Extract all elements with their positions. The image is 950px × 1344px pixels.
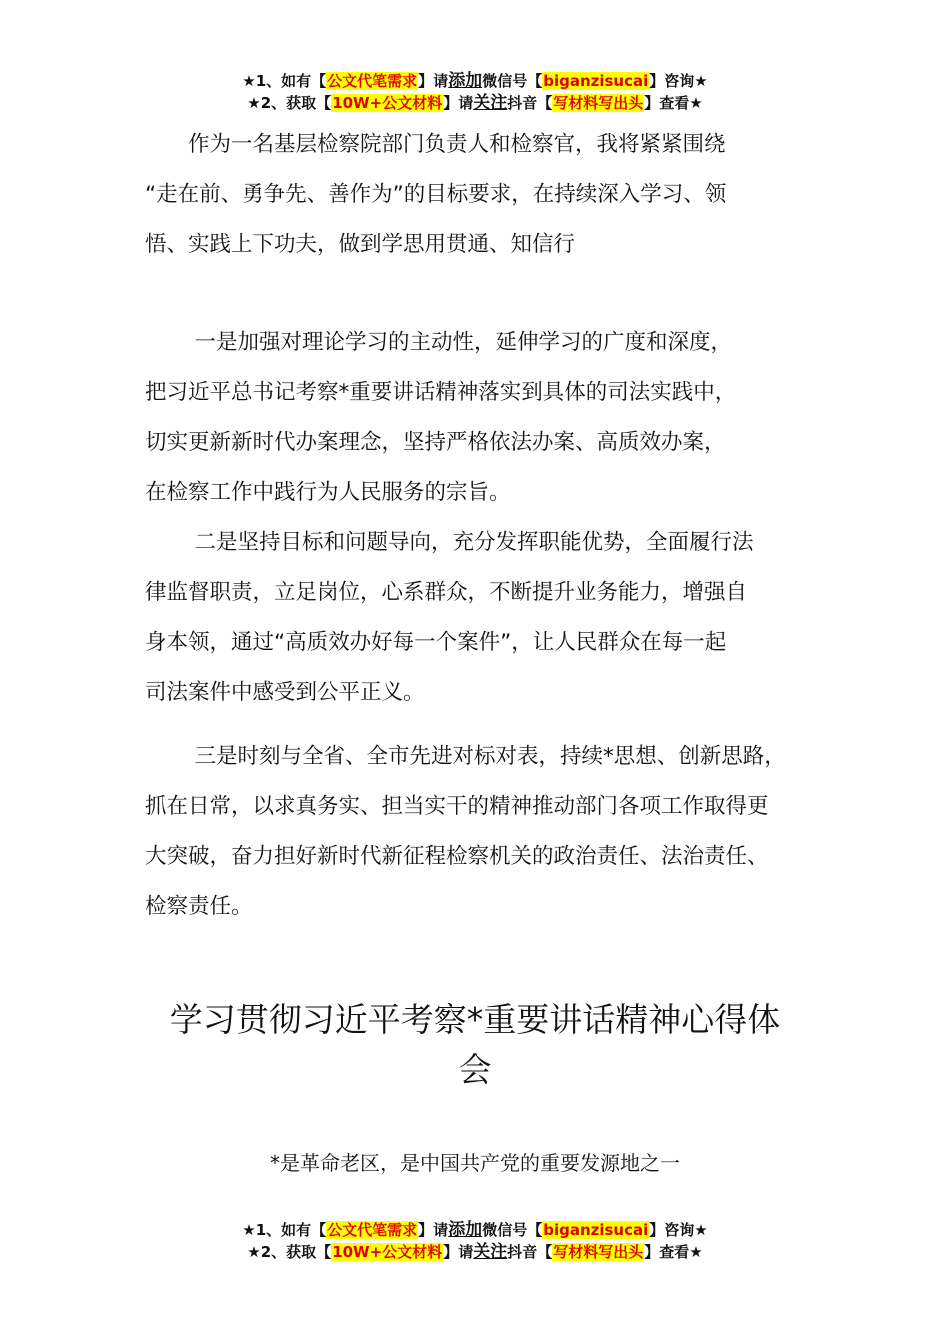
bottom-banner [0,1219,950,1263]
follow-text: 关注 [473,93,508,113]
bottom-banner-line-1: ★1、如有【公文代笔需求】请添加微信号【biganzisucai】咨询★ [242,1220,708,1240]
paragraph-line: 一是加强对理论学习的主动性，延伸学习的广度和深度， [194,330,732,355]
paragraph-3 [145,732,825,932]
intro-line: 悟、实践上下功夫，做到学思用贯通、知信行 [145,232,576,257]
add-text: 添加 [448,71,483,91]
highlight-service: 公文代笔需求 [327,72,418,90]
intro-line: “走在前、勇争先、善作为”的目标要求，在持续深入学习、领 [145,182,727,207]
paragraph-line: 二是坚持目标和问题导向，充分发挥职能优势，全面履行法 [194,530,754,555]
intro-paragraph [145,120,825,270]
highlight-materials: 10W+公文材料 [332,1243,443,1261]
paragraph-1 [145,318,825,518]
heading-line-1: 学习贯彻习近平考察*重要讲话精神心得体 [169,1000,781,1039]
highlight-service: 公文代笔需求 [327,1221,418,1239]
wechat-id: biganzisucai [543,1221,649,1239]
paragraph-line: 大突破，奋力担好新时代新征程检察机关的政治责任、法治责任、 [145,844,769,869]
highlight-materials: 10W+公文材料 [332,94,443,112]
paragraph-line: 律监督职责，立足岗位，心系群众，不断提升业务能力，增强自 [145,580,748,605]
add-text: 添加 [448,1220,483,1240]
paragraph-line: 身本领，通过“高质效办好每一个案件”，让人民群众在每一起 [145,630,727,655]
top-banner-line-1: ★1、如有【公文代笔需求】请添加微信号【biganzisucai】咨询★ [242,71,708,91]
paragraph-2 [145,518,825,718]
intro-line: 作为一名基层检察院部门负责人和检察官，我将紧紧围绕 [188,132,726,157]
douyin-account: 写材料写出头 [553,94,644,112]
opening-line: *是革命老区，是中国共产党的重要发源地之一 [270,1151,680,1175]
paragraph-line: 把习近平总书记考察*重要讲话精神落实到具体的司法实践中， [145,380,737,405]
douyin-account: 写材料写出头 [553,1243,644,1261]
heading-line-2: 会 [458,1050,492,1089]
paragraph-line: 抓在日常，以求真务实、担当实干的精神推动部门各项工作取得更 [145,794,769,819]
bottom-banner-line-2: ★2、获取【10W+公文材料】请关注抖音【写材料写出头】查看★ [247,1242,703,1262]
top-banner [0,70,950,114]
paragraph-line: 在检察工作中践行为人民服务的宗旨。 [145,480,511,505]
follow-text: 关注 [473,1242,508,1262]
paragraph-line: 三是时刻与全省、全市先进对标对表，持续*思想、创新思路， [194,744,786,769]
paragraph-line: 检察责任。 [145,894,253,919]
top-banner-line-2: ★2、获取【10W+公文材料】请关注抖音【写材料写出头】查看★ [247,93,703,113]
paragraph-line: 切实更新新时代办案理念，坚持严格依法办案、高质效办案， [145,430,726,455]
wechat-id: biganzisucai [543,72,649,90]
section-heading [0,995,950,1095]
paragraph-line: 司法案件中感受到公平正义。 [145,680,425,705]
